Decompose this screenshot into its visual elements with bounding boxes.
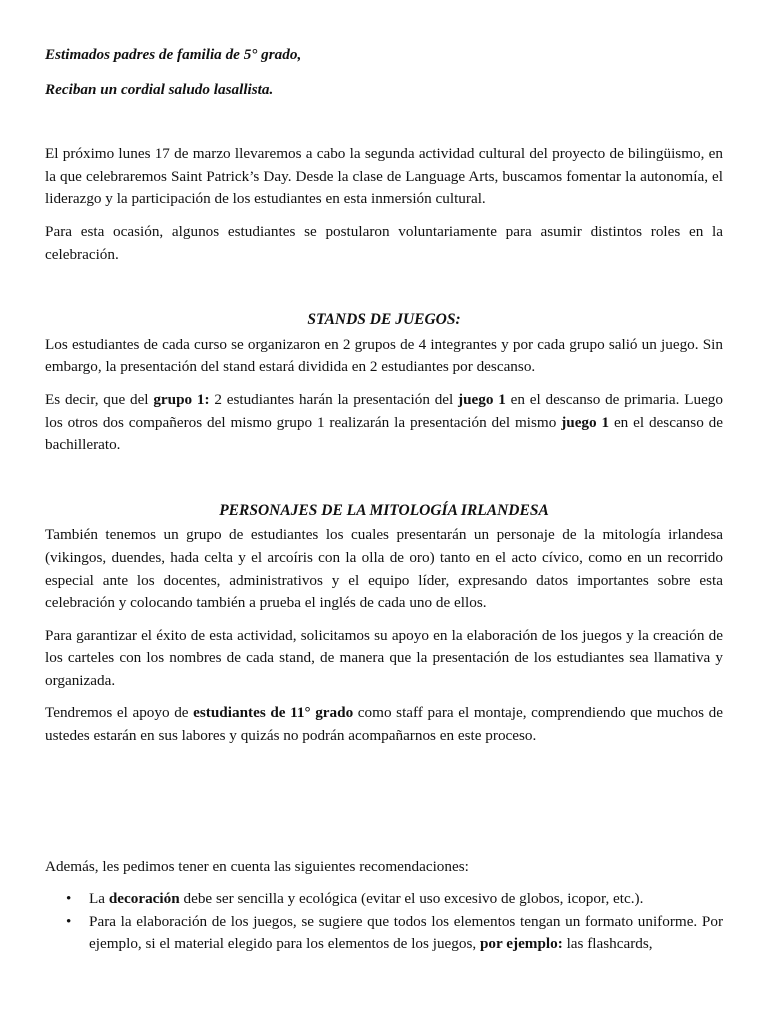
text-run: Tendremos el apoyo de xyxy=(45,704,194,722)
staff-label: estudiantes de 11° grado xyxy=(193,704,354,722)
recommendations-intro: Además, les pedimos tener en cuenta las siguientes recomendaciones: xyxy=(45,857,469,875)
group-label: grupo 1: xyxy=(153,390,210,408)
letter-page xyxy=(45,44,723,956)
decoration-label: decoración xyxy=(108,890,180,908)
text-run: Es decir, que del xyxy=(45,390,154,408)
text-run: las flashcards, xyxy=(562,935,653,953)
bullet-icon: • xyxy=(66,912,72,930)
text-run: Para la elaboración de los juegos, se sugiere que todos los elementos tengan un formato uniforme. Por ejemplo, si el material elegido para los elementos de los juegos, xyxy=(89,912,723,953)
staff-paragraph xyxy=(45,702,723,747)
example-label: por ejemplo: xyxy=(479,935,563,953)
salutation-line: Reciban un cordial saludo lasallista. xyxy=(45,80,274,98)
text-run: La xyxy=(89,890,109,908)
bullet-icon: • xyxy=(66,890,72,908)
list-item xyxy=(66,911,723,956)
text-run: 2 estudiantes harán la presentación del xyxy=(209,390,459,408)
volunteers-paragraph: Para esta ocasión, algunos estudiantes se postularon voluntariamente para asumir distintos roles en la celebración. xyxy=(45,222,723,263)
list-item xyxy=(66,888,723,911)
characters-heading: PERSONAJES DE LA MITOLOGÍA IRLANDESA xyxy=(219,501,549,519)
intro-paragraph: El próximo lunes 17 de marzo llevaremos a cabo la segunda actividad cultural del proyecto de bilingüismo, en la que celebraremos Saint Patrick’s Day. Desde la clase de Language Arts, buscamos fomentar la autonomía, el liderazgo y la participación de los estudiantes en esta inmersión cultural. xyxy=(45,145,723,208)
text-run: como staff para el montaje, comprendiendo que muchos de ustedes estarán en sus labores y quizás no podrán acompañarnos en este proceso. xyxy=(45,704,723,745)
text-run: debe ser sencilla y ecológica (evitar el uso excesivo de globos, icopor, etc.). xyxy=(179,890,644,908)
stands-detail-paragraph xyxy=(45,389,723,457)
game-label: juego 1 xyxy=(561,413,610,431)
support-paragraph: Para garantizar el éxito de esta actividad, solicitamos su apoyo en la elaboración de los juegos y la creación de los carteles con los nombres de cada stand, de manera que la presentación de los estudiantes sea llamativa y organizada. xyxy=(45,626,723,689)
stands-paragraph: Los estudiantes de cada curso se organizaron en 2 grupos de 4 integrantes y por cada grupo salió un juego. Sin embargo, la presentación del stand estará dividida en 2 estudiantes por descanso. xyxy=(45,335,723,376)
game-label: juego 1 xyxy=(458,390,506,408)
text-run: en el descanso de bachillerato. xyxy=(45,413,723,454)
stands-heading: STANDS DE JUEGOS: xyxy=(307,311,461,329)
greeting-line: Estimados padres de familia de 5° grado, xyxy=(45,46,302,63)
characters-paragraph: También tenemos un grupo de estudiantes los cuales presentarán un personaje de la mitología irlandesa (vikingos, duendes, hada celta y el arcoíris con la olla de oro) tanto en el acto cívico, como en un recorrido especial ante los docentes, administrativos y el equipo líder, expresando datos importantes sobre esta celebración y colocando también a prueba el inglés de cada uno de ellos. xyxy=(45,526,723,612)
text-run: en el descanso de primaria. Luego los otros dos compañeros del mismo grupo 1 realizarán la presentación del mismo xyxy=(45,390,723,431)
recommendations-list xyxy=(45,888,723,956)
